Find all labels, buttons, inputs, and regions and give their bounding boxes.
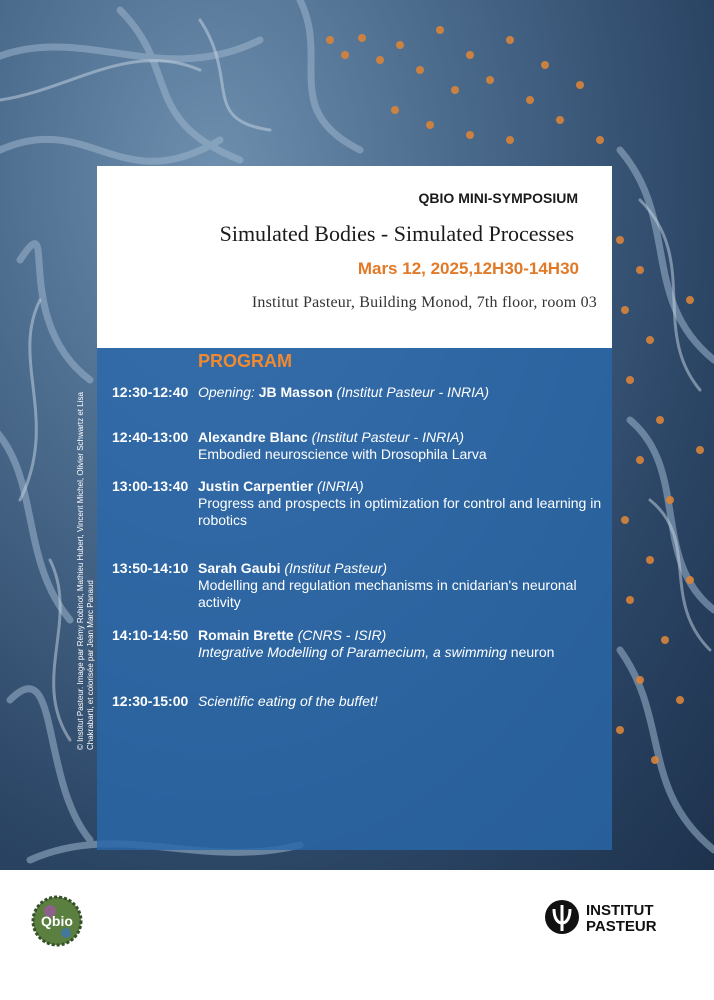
item-affiliation: (Institut Pasteur) [280,560,388,576]
item-time: 13:50-14:10 [112,560,189,576]
item-talk: Embodied neuroscience with Drosophila Larva [198,446,487,462]
title-card [97,166,612,348]
event-title: Simulated Bodies - Simulated Processes [219,221,574,246]
item-closing: Scientific eating of the buffet! [198,693,378,709]
item-affiliation: (INRIA) [313,478,364,494]
program-heading: PROGRAM [198,351,292,371]
item-description [198,478,608,529]
item-affiliation: (CNRS - ISIR) [293,627,387,643]
item-description [198,429,608,463]
item-speaker: Romain Brette [198,627,294,643]
qbio-logo [30,893,84,949]
pasteur-line1: INSTITUT [586,902,654,919]
item-talk-tail: neuron [506,644,555,660]
qbio-logo-text: Qbio [41,913,73,929]
event-location: Institut Pasteur, Building Monod, 7th floor, room 03 [251,294,597,311]
image-credit: © Institut Pasteur. Image par Rémy Robinot, Mathieu Hubert, Vincent Michel, Olivier Schwartz et Lisa Chakrabarti, et colorisée par Jean Marc Panaud [76,392,95,750]
item-description [198,560,608,611]
item-prefix: Opening: [198,384,259,400]
item-affiliation: (Institut Pasteur - INRIA) [332,384,490,400]
symposium-label: QBIO MINI-SYMPOSIUM [418,190,578,206]
item-description [198,384,608,401]
item-talk: Integrative Modelling of Paramecium, a swimming [198,644,507,660]
item-affiliation: (Institut Pasteur - INRIA) [307,429,465,445]
item-time: 12:30-12:40 [112,384,189,400]
item-description [198,627,608,661]
item-time: 14:10-14:50 [112,627,189,643]
item-speaker: Sarah Gaubi [198,560,281,576]
item-speaker: Alexandre Blanc [198,429,308,445]
item-talk: Progress and prospects in optimization for control and learning in robotics [198,495,602,528]
program-panel [97,348,612,850]
item-time: 13:00-13:40 [112,478,189,494]
item-talk: Modelling and regulation mechanisms in cnidarian's neuronal activity [198,577,577,610]
item-speaker: Justin Carpentier [198,478,314,494]
item-description [198,693,608,710]
institut-pasteur-logo [544,899,684,935]
event-date: Mars 12, 2025,12H30-14H30 [357,259,579,278]
item-time: 12:40-13:00 [112,429,189,445]
item-time: 12:30-15:00 [112,693,189,709]
pasteur-line2: PASTEUR [586,918,657,935]
item-speaker: JB Masson [258,384,333,400]
